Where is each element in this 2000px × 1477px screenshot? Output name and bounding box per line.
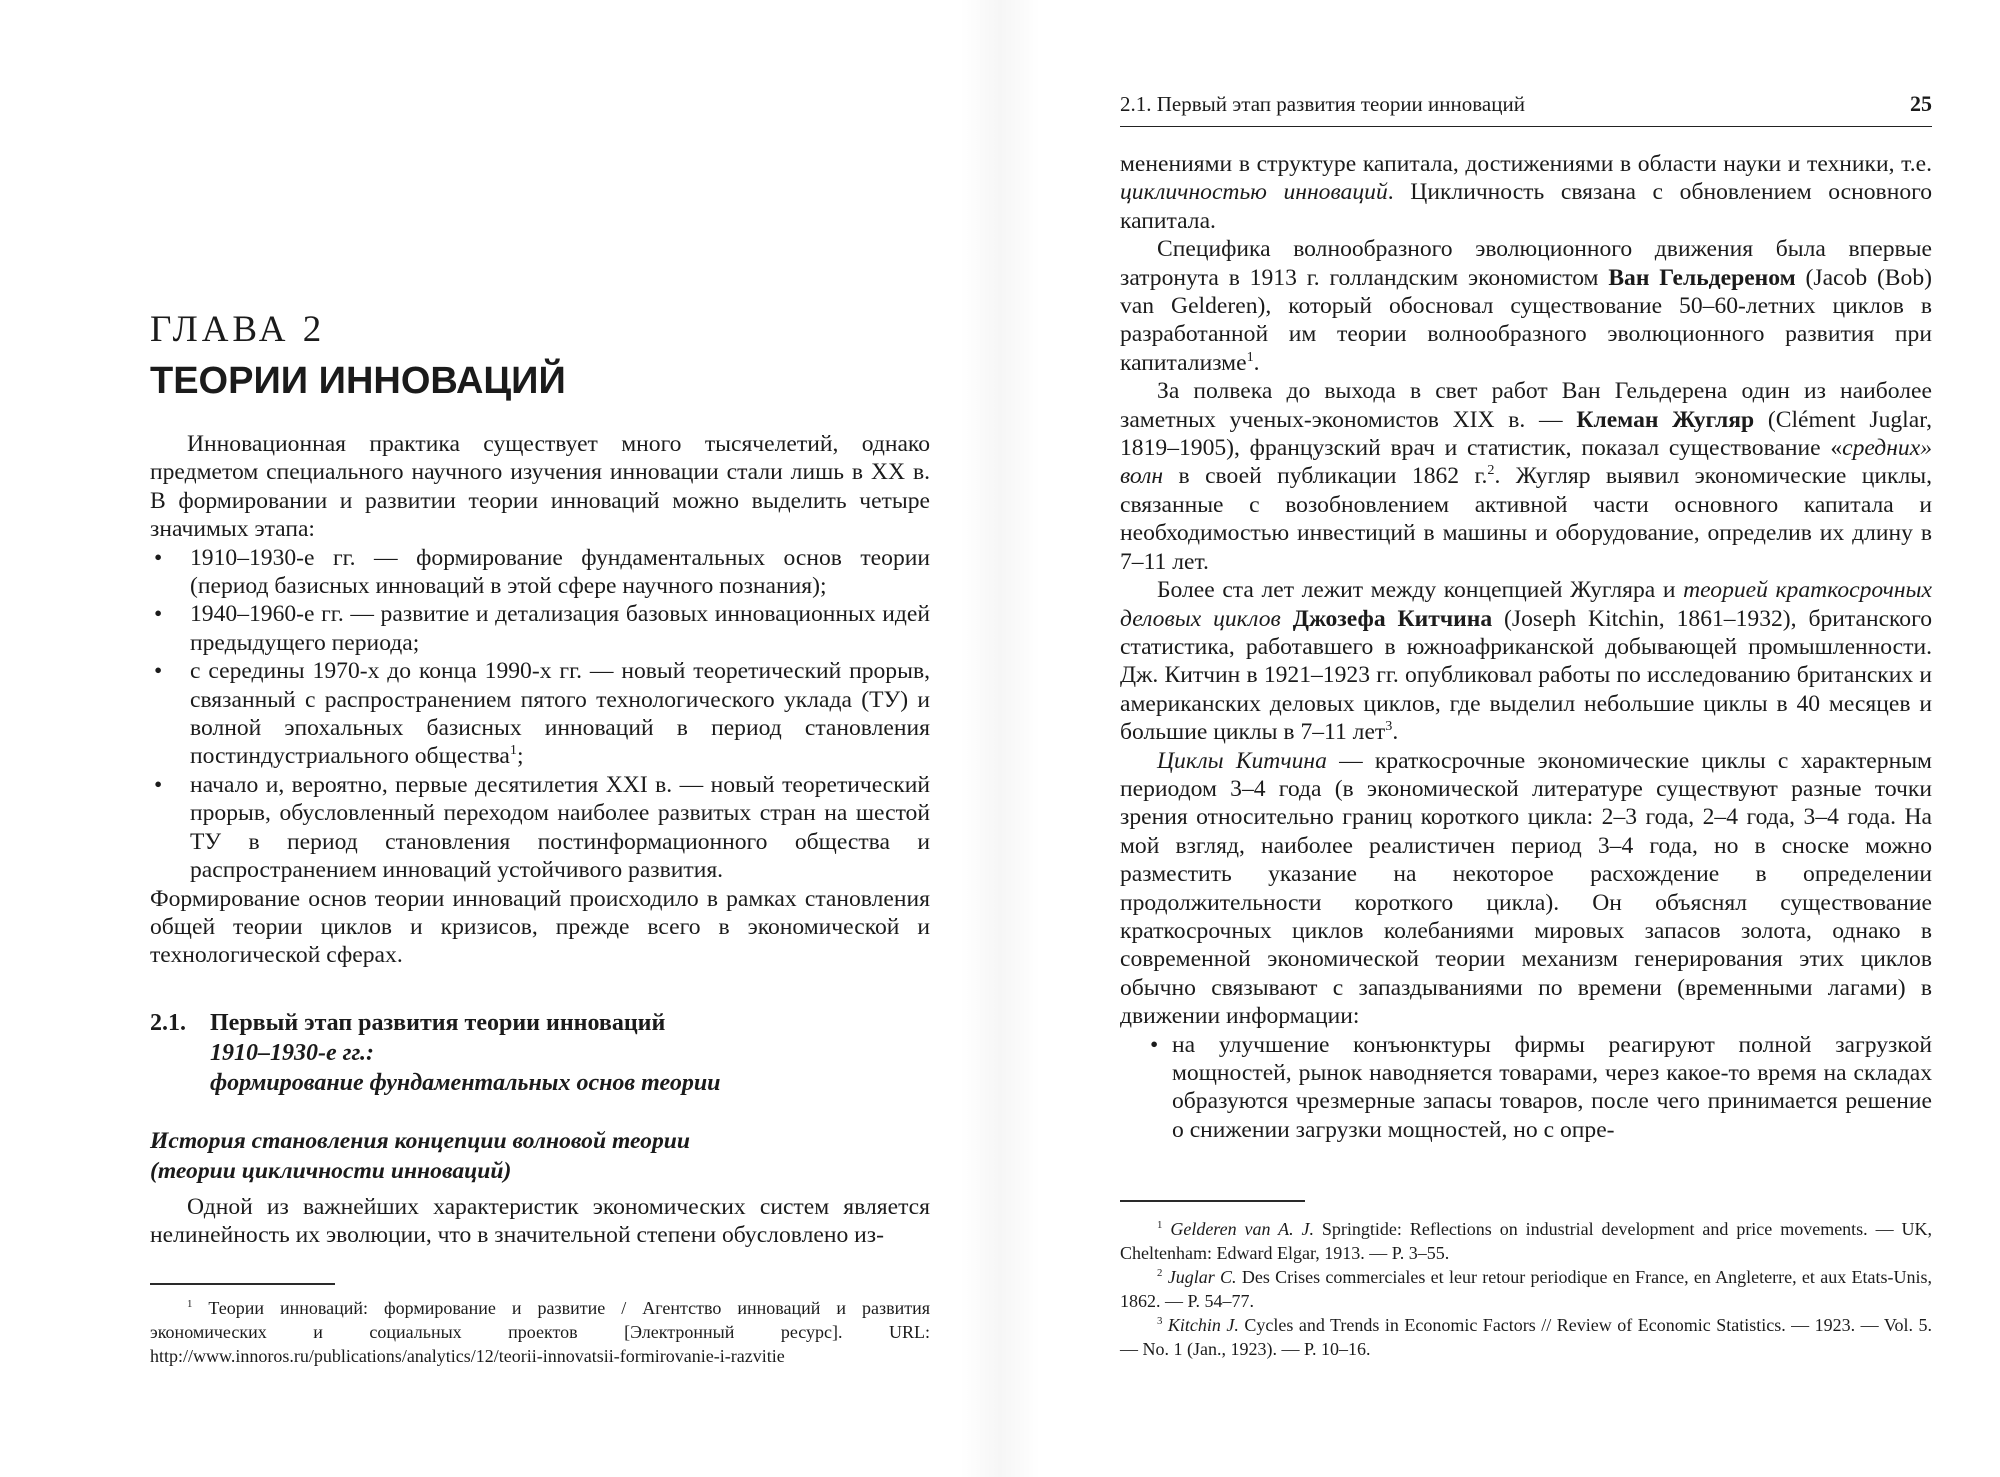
running-head <box>1120 92 1932 127</box>
list-item: • с середины 1970-х до конца 1990-х гг. — новый теоретический прорыв, связанный с распространением пятого технологического уклада (ТУ) и волной эпохальных базисных инноваций в период становления постиндустриального общества$^1$; <box>154 658 930 770</box>
footnote-divider <box>1120 1200 1305 1202</box>
footnote: $^3$ Kitchin J. Cycles and Trends in Economic Factors // Review of Economic Statistics. — 1923. — Vol. 5. — No. 1 (Jan., 1923). — P. 10–16. <box>1120 1315 1932 1359</box>
paragraph: Циклы Китчина — краткосрочные экономические циклы с характерным периодом 3–4 года (в экономической литературе существуют разные точки зрения относительно границ короткого цикла: 2–3 года, 2–4 года, 3–4 года. На мой взгляд, наиболее реалистичен период 3–4 года, но в сноске можно разместить указание на некоторое расхождение в определении продолжительности короткого цикла). Он объяснял существование краткосрочных циклов колебаниями мировых запасов золота, однако в современной экономической теории механизм генерирования этих циклов обычно связывают с запаздываниями по времени (временными лагами) в движении информации: <box>1120 747 1932 1030</box>
footnote: $^1$ Теории инноваций: формирование и развитие / Агентство инноваций и развития экономических и социальных проектов [Электронный ресурс]. URL: http://www.innoros.ru/publications/analytics/12/teorii-innovatsii-formirovanie-i-razvitie <box>150 1298 930 1366</box>
stages-list <box>152 544 930 885</box>
body-paragraph: Одной из важнейших характеристик экономических систем является нелинейность их эволюции, что в значительной степени обусловлено из- <box>150 1194 930 1249</box>
footnotes <box>150 1296 930 1368</box>
list-item: • 1940–1960-е гг. — развитие и детализация базовых инновационных идей предыдущего периода; <box>154 601 930 656</box>
subsection-heading: История становления концепции волновой теории (теории цикличности инноваций) <box>150 1128 691 1184</box>
right-body-text <box>1120 150 1932 1144</box>
section-period: 1910–1930-е гг.: <box>210 1040 375 1066</box>
paragraph: Более ста лет лежит между концепцией Жугляра и теорией краткосрочных деловых циклов Джозефа Китчина (Joseph Kitchin, 1861–1932), британского статистика, работавшего в южноафриканской добывающей промышленности. Дж. Китчин в 1921–1923 гг. опубликовал работы по исследованию британских и американских деловых циклов, где выделил небольшие циклы в 40 месяцев и большие циклы в 7–11 лет$^3$. <box>1120 577 1932 746</box>
footnote: $^2$ Juglar C. Des Crises commerciales et leur retour periodique en France, en Angleterre, et aux Etats-Unis, 1862. — P. 54–77. <box>1120 1267 1932 1311</box>
list-item: • начало и, вероятно, первые десятилетия XXI в. — новый теоретический прорыв, обусловленный переходом наиболее развитых стран на шестой ТУ в период становления постинформационного общества и распространением инноваций устойчивого развития. <box>154 771 930 884</box>
left-body-text <box>150 1193 930 1250</box>
page-number: 25 <box>1910 91 1932 116</box>
intro-paragraph: Инновационная практика существует много тысячелетий, однако предметом специального научного изучения инновации стали лишь в XX в. В формировании и развитии теории инноваций можно выделить четыре значимых этапа: <box>150 431 930 543</box>
running-title: 2.1. Первый этап развития теории инноваций <box>1120 92 1525 116</box>
footnote-number: 1 <box>187 1298 193 1310</box>
paragraph: За полвека до выхода в свет работ Ван Гельдерена один из наиболее заметных ученых-экономистов XIX в. — Клеман Жугляр (Clément Juglar, 1819–1905), французский врач и статистик, показал существование «средних» волн в своей публикации 1862 г.$^2$. Жугляр выявил экономические циклы, связанные с возобновлением активной части основного капитала и необходимостью инвестиций в машины и оборудование, определив их длину в 7–11 лет. <box>1120 378 1933 575</box>
list-item: • на улучшение конъюнктуры фирмы реагируют полной загрузкой мощностей, рынок наводняется товарами, через какое-то время на складах образуются чрезмерные запасы товаров, после чего принимается решение о снижении загрузки мощностей, но с опре- <box>1150 1031 1932 1143</box>
chapter-label: ГЛАВА 2 <box>150 309 326 350</box>
bullet-icon: • <box>154 544 163 571</box>
paragraph: менениями в структуре капитала, достижениями в области науки и техники, т.е. цикличностью инноваций. Цикличность связана с обновлением основного капитала. <box>1120 151 1932 234</box>
right-page <box>1000 0 2000 1477</box>
bullet-icon: • <box>154 771 163 798</box>
footnote: $^1$ Gelderen van A. J. Springtide: Reflections on industrial development and price movements. — UK, Cheltenham: Edward Elgar, 1913. — P. 3–55. <box>1120 1219 1933 1263</box>
section-number: 2.1. <box>150 1010 186 1036</box>
footnotes <box>1120 1217 1932 1361</box>
paragraph: Специфика волнообразного эволюционного движения была впервые затронута в 1913 г. голландским экономистом Ван Гельдереном (Jacob (Bob) van Gelderen), который обосновал существование 50–60-летних циклов в разработанной им теории волнообразного эволюционного развития при капитализме$^1$. <box>1120 236 1932 376</box>
chapter-intro <box>150 430 930 970</box>
footnote-ref[interactable]: 1 <box>509 742 517 759</box>
footnote-ref[interactable]: 1 <box>1246 348 1254 365</box>
bullet-icon: • <box>1150 1031 1159 1058</box>
bullet-icon: • <box>154 658 163 685</box>
closing-paragraph: Формирование основ теории инноваций происходило в рамках становления общей теории циклов и кризисов, прежде всего в экономической и технологической сферах. <box>150 885 930 969</box>
chapter-title: ТЕОРИИ ИННОВАЦИЙ <box>150 360 566 402</box>
bullet-list <box>1120 1031 1932 1145</box>
footnote-ref[interactable]: 3 <box>1385 718 1393 735</box>
footnote-divider <box>150 1283 335 1285</box>
footnote-ref[interactable]: 2 <box>1487 462 1495 479</box>
bullet-icon: • <box>154 601 163 628</box>
section-subtitle: формирование фундаментальных основ теории <box>210 1070 721 1096</box>
section-title: Первый этап развития теории инноваций <box>210 1010 666 1036</box>
list-item: • 1910–1930-е гг. — формирование фундаментальных основ теории (период базисных инноваций в этой сфере научного познания); <box>154 544 930 600</box>
